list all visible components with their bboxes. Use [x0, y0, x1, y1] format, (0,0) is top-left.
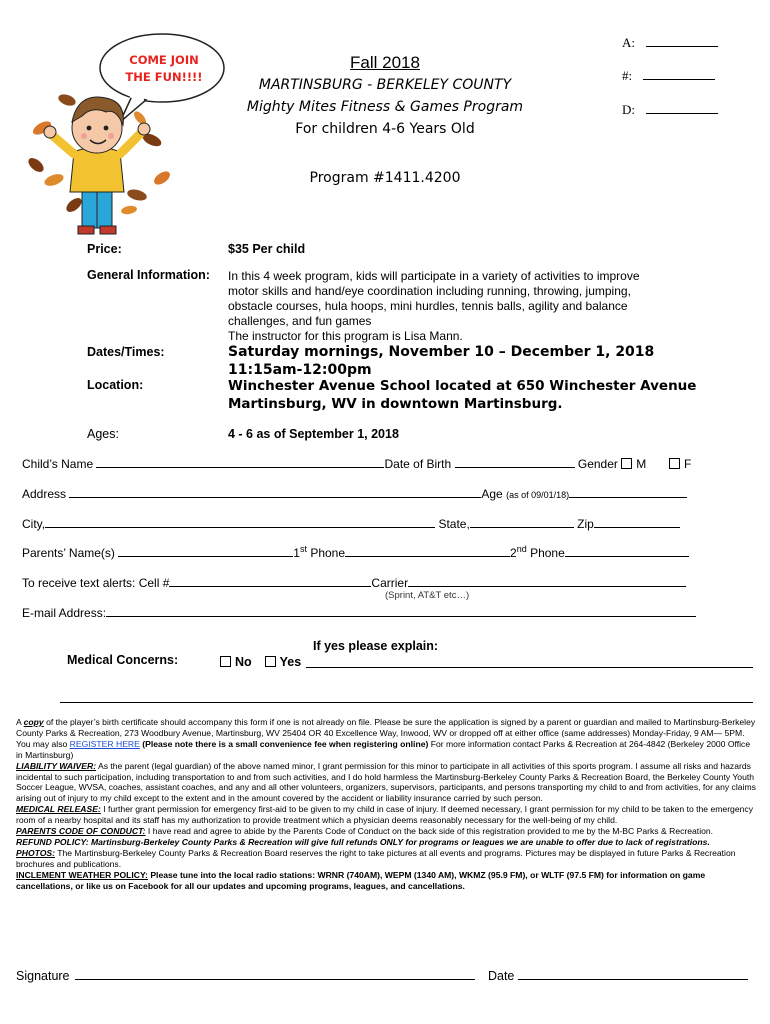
email-label: E-mail Address: — [22, 606, 107, 620]
state-label: State, — [438, 517, 470, 531]
carrier-note: (Sprint, AT&T etc…) — [385, 590, 470, 601]
speech-bubble-text — [112, 52, 216, 86]
legal-text — [16, 717, 756, 892]
checkbox-icon[interactable] — [220, 656, 231, 667]
office-d-label: D: — [622, 102, 635, 117]
conduct-text: I have read and agree to abide by the Parents Code of Conduct on the back side of this registration provided to me by the M-BC Parks & Recreation. — [145, 826, 714, 837]
medical-options — [220, 655, 301, 669]
signature-label: Signature — [16, 969, 70, 983]
first-phone-number: 1 — [293, 546, 300, 560]
conduct-heading: PARENTS CODE OF CONDUCT: — [16, 826, 146, 837]
medical-explain-field-2[interactable] — [60, 702, 753, 703]
county-title: MARTINSBURG - BERKELEY COUNTY — [258, 77, 512, 93]
dates-line-2: 11:15am-12:00pm — [228, 362, 372, 378]
weather-paragraph — [16, 870, 756, 892]
address-row — [22, 485, 752, 501]
zip-field[interactable] — [594, 515, 680, 528]
ages-label: Ages: — [87, 427, 119, 441]
header-block — [240, 52, 530, 140]
medical-release-paragraph — [16, 804, 756, 826]
second-phone-field[interactable] — [565, 544, 689, 557]
general-line: In this 4 week program, kids will participate in a variety of activities to improve — [228, 269, 640, 283]
checkbox-icon[interactable] — [621, 458, 632, 469]
office-d-field — [622, 101, 718, 118]
cell-field[interactable] — [169, 574, 371, 587]
date-label: Date — [487, 969, 515, 983]
general-line: challenges, and fun games — [228, 314, 372, 328]
register-here-link[interactable]: REGISTER HERE — [69, 738, 140, 749]
refund-paragraph: REFUND POLICY: Martinsburg-Berkeley County Parks & Recreation will give full refunds ONLY for programs or leagues we are unable to offer due to lack of registrations. — [16, 836, 710, 847]
season-title: Fall 2018 — [350, 53, 420, 72]
general-label: General Information: — [87, 268, 210, 282]
price-value: $35 Per child — [228, 242, 306, 256]
dates-value — [228, 343, 654, 379]
address-label: Address — [22, 487, 67, 501]
office-number-label: #: — [622, 68, 633, 83]
parents-field[interactable] — [118, 544, 293, 557]
child-row — [22, 455, 752, 471]
photos-paragraph — [16, 848, 756, 870]
medical-release-text: I further grant permission for emergency first-aid to be given to my child in case of injury. If deemed necessary, I grant permission for my child to be taken to the emergency room of a nearby hospital and its staff has my authorization to provide treatment which a physician deems reasonably necessary for the well-being of my child. — [16, 804, 753, 826]
legal-text-span: of the player’s birth certificate should accompany this form if one is not already on file. Please be sure the application is signed by a parent or guardian and mailed to Martinsburg-Berkeley County Parks & Recreation, 273 Woodbury Avenue, Martinsburg, WV 25404 OR 40 Excellence Way, Inwood, WV or dropped off at either office (same addresses) Monday-Friday, 9 AM— 5PM. You may also — [16, 717, 756, 749]
second-phone-label: Phone — [530, 546, 565, 560]
age-note: (as of 09/01/18) — [506, 490, 570, 500]
ages-value: 4 - 6 as of September 1, 2018 — [228, 427, 399, 441]
general-line: The instructor for this program is Lisa Mann. — [228, 329, 463, 343]
zip-label: Zip — [577, 517, 594, 531]
alerts-row — [22, 574, 752, 590]
location-city: Martinsburg, WV — [228, 396, 357, 412]
text-alerts-label: To receive text alerts: Cell # — [22, 576, 170, 590]
general-line: motor skills and hand/eye coordination including running, throwing, jumping, — [228, 284, 631, 298]
first-phone-sup: st — [299, 544, 307, 554]
birth-certificate-paragraph — [16, 717, 756, 761]
general-line: obstacle courses, hula hoops, mini hurdles, tennis balls, agility and balance — [228, 299, 628, 313]
location-label: Location: — [87, 378, 144, 392]
convenience-fee-note: (Please note there is a small convenience fee when registering online) — [139, 738, 429, 749]
office-a-field — [622, 34, 718, 51]
copy-word: copy — [23, 717, 44, 727]
location-value — [228, 377, 696, 413]
medical-explain-field-1[interactable] — [306, 667, 753, 668]
office-number-field — [622, 67, 715, 84]
checkbox-icon[interactable] — [265, 656, 276, 667]
explain-label: If yes please explain: — [313, 639, 439, 653]
price-label: Price: — [87, 242, 122, 256]
legal-text-span: A — [16, 717, 24, 727]
gender-f: F — [683, 457, 692, 471]
city-label: City, — [22, 517, 46, 531]
date-field[interactable] — [518, 967, 748, 980]
legal-text-span: For more information contact Parks & Recreation at 264-4842 (Berkeley 2000 Office in Martinsburg) — [16, 738, 751, 760]
photos-heading: PHOTOS: — [16, 847, 55, 858]
program-name: Mighty Mites Fitness & Games Program — [246, 99, 524, 115]
dates-line-1: Saturday mornings, November 10 – December 1, 2018 — [228, 344, 655, 360]
bubble-line-2: THE FUN!!!! — [125, 70, 203, 84]
dob-label: Date of Birth — [384, 457, 452, 471]
child-name-field[interactable] — [96, 455, 384, 468]
boy-icon — [44, 97, 150, 234]
dob-field[interactable] — [455, 455, 575, 468]
office-a-label: A: — [622, 35, 635, 50]
conduct-paragraph — [16, 826, 756, 837]
email-field[interactable] — [106, 604, 696, 617]
age-label: Age — [481, 487, 503, 501]
signature-row — [16, 967, 756, 983]
photos-text: The Martinsburg-Berkeley County Parks & Recreation Board reserves the right to take pictures at all events and programs. Pictures may be displayed in future Parks & Recreation brochures and publications. — [16, 847, 736, 869]
city-field[interactable] — [45, 515, 435, 528]
parents-row — [22, 544, 752, 560]
yes-option: Yes — [279, 655, 302, 669]
age-field[interactable] — [569, 485, 687, 498]
liability-heading: LIABILITY WAIVER: — [16, 760, 97, 771]
state-field[interactable] — [470, 515, 574, 528]
carrier-field[interactable] — [408, 574, 686, 587]
program-number: Program #1411.4200 — [309, 170, 461, 186]
general-info — [228, 269, 668, 344]
address-field[interactable] — [69, 485, 481, 498]
child-name-label: Child’s Name — [22, 457, 94, 471]
weather-text: Please tune into the local radio stations: WRNR (740AM), WEPM (1340 AM), WKMZ (95.9 FM), or WLTF (97.5 FM) for information on game cancellations, or like us on Facebook for all our updates and upcoming programs, leagues, and cancellations. — [16, 869, 706, 891]
gender-m: M — [636, 457, 647, 471]
location-line-1: Winchester Avenue School located at 650 Winchester Avenue — [228, 378, 697, 394]
liability-text: As the parent (legal guardian) of the above named minor, I grant permission for this minor to participate in all activities of this sports program. I assume all risks and hazards incidental to such participation, including transportation to and from such activities, and I do hold harmless the Martinsburg-Berkeley County Parks & Recreation Board, the Berkeley County Youth Soccer League, WVSA, coaches, assistant coaches, and any and all other volunteers, organizers, supervisors, participants, and persons transporting my child to and from activities, for any claims arising out of injury to my child except to the extent and in the amount covered by the accident or liability insurance carried by such person. — [16, 760, 756, 804]
email-row — [22, 604, 752, 620]
dates-label: Dates/Times: — [87, 345, 165, 359]
first-phone-field[interactable] — [345, 544, 510, 557]
no-option: No — [235, 655, 252, 669]
second-phone-sup: nd — [516, 544, 527, 554]
gender-label: Gender — [577, 457, 618, 471]
weather-heading: INCLEMENT WEATHER POLICY: — [16, 869, 148, 880]
city-row — [22, 515, 752, 531]
parents-label: Parents’ Name(s) — [22, 546, 115, 560]
medical-release-heading: MEDICAL RELEASE: — [16, 804, 101, 815]
audience: For children 4-6 Years Old — [295, 121, 475, 137]
second-phone-number: 2 — [510, 546, 517, 560]
first-phone-label: Phone — [310, 546, 346, 560]
checkbox-icon[interactable] — [669, 458, 680, 469]
carrier-label: Carrier — [371, 576, 409, 590]
medical-label: Medical Concerns: — [67, 653, 179, 667]
signature-field[interactable] — [75, 967, 475, 980]
location-suffix: in downtown Martinsburg. — [356, 396, 563, 412]
bubble-line-1: COME JOIN — [129, 53, 199, 67]
liability-paragraph — [16, 761, 756, 805]
